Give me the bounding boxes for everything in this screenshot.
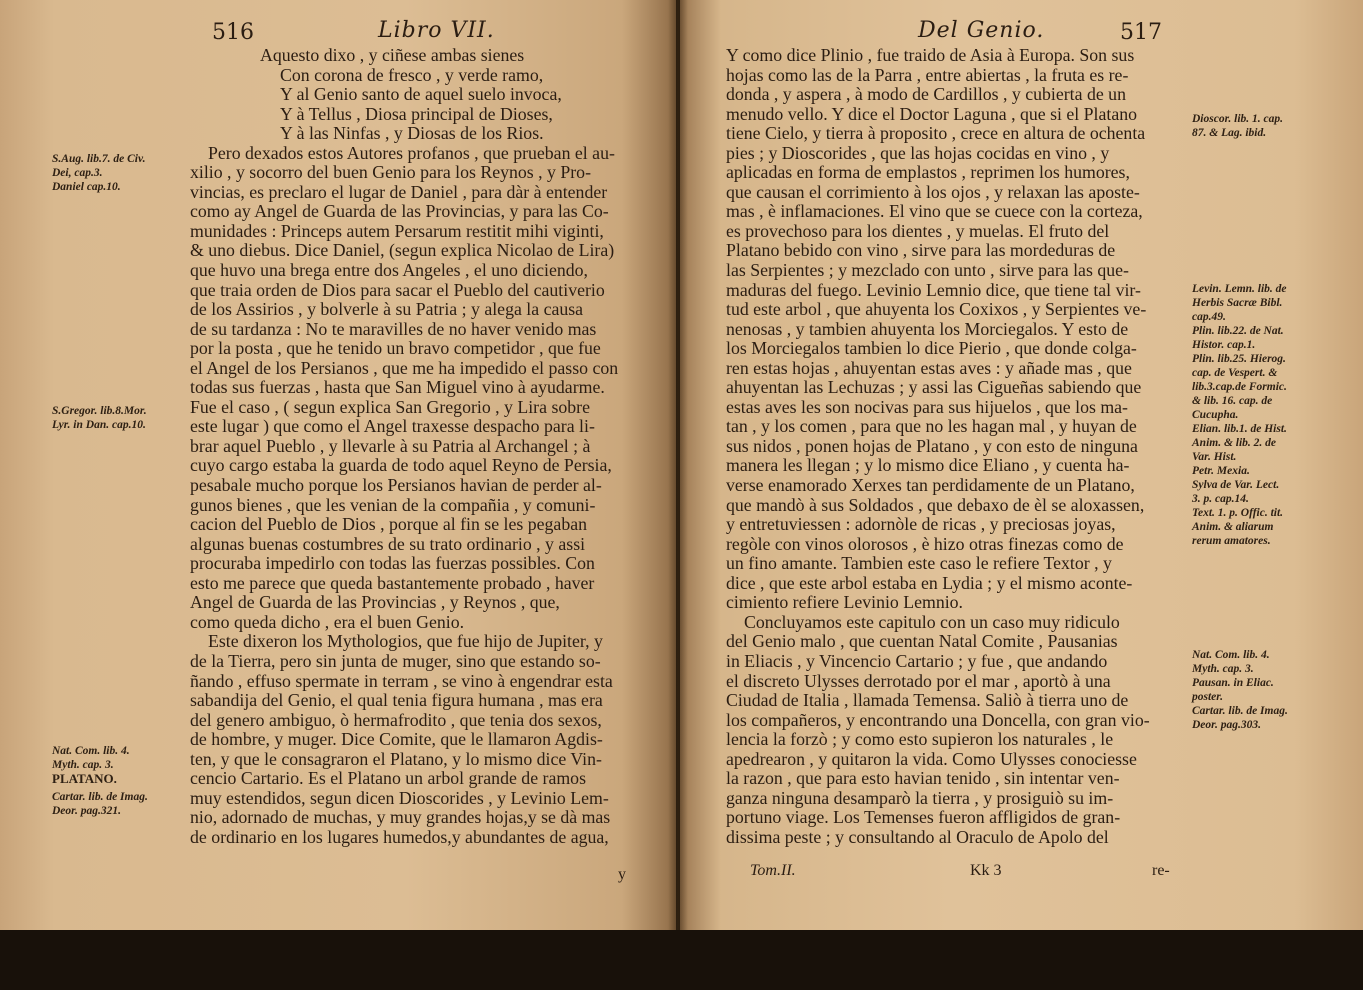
text-line: de la Tierra, pero sin junta de muger, sino que estando so- (190, 651, 601, 671)
text-line: de los Assirios , y bolverle à su Patria ; y alega la causa (190, 300, 584, 320)
text-line: como queda dicho , era el buen Genio. (190, 612, 465, 632)
text-line: nenosas , y tambien ahuyenta los Morciegalos. Y esto de (726, 319, 1129, 339)
margin-note-line: lib.3.cap.de Formic. (1192, 381, 1287, 393)
text-line: de ordinario en los lugares humedos,y abundantes de agua, (190, 827, 609, 847)
text-line: las Serpientes ; y mezclado con unto , sirve para las que- (726, 261, 1129, 281)
text-line: portuno viage. Los Temenses fueron affligidos de gran- (726, 808, 1121, 828)
text-line: del Genio malo , que cuentan Natal Comite , Pausanias (726, 632, 1118, 652)
text-line: nio, adornado de muchas, y muy grandes hojas,y se dà mas (190, 808, 611, 828)
margin-note-line: poster. (1192, 691, 1223, 703)
margin-note-line: Petr. Mexia. (1192, 465, 1250, 477)
text-line: los compañeros, y encontrando una Doncella, con gran vio- (726, 710, 1150, 730)
margin-note-line: cap. de Vespert. & (1192, 367, 1278, 379)
margin-note-line: Cartar. lib. de Imag. (1192, 705, 1288, 717)
margin-note-line: Plin. lib.25. Hierog. (1192, 353, 1286, 365)
margin-note-line: Plin. lib.22. de Nat. (1192, 325, 1284, 337)
margin-heading-platano: PLATANO. (52, 771, 117, 786)
text-line: ahuyentan las Lechuzas ; y assi las Cigueñas sabiendo que (726, 378, 1142, 398)
text-line: como ay Angel de Guarda de las Provincias, y para las Co- (190, 202, 609, 222)
margin-note-dioscor (1192, 112, 1283, 140)
text-line: Este dixeron los Mythologios, que fue hijo de Jupiter, y (208, 632, 603, 652)
margin-note-line: Myth. cap. 3. (52, 759, 114, 771)
volume-footer: Tom.II. (750, 862, 796, 879)
text-line: dice , que este arbol estaba en Lydia ; y el mismo aconte- (726, 573, 1133, 593)
margin-note-line: Anim. & lib. 2. de (1192, 437, 1277, 449)
margin-note-cartar (52, 790, 148, 818)
text-line: que mandò à sus Soldados , que debaxo de èl se aloxassen, (726, 495, 1145, 515)
text-line: Angel de Guarda de las Provincias , y Reynos , que, (190, 593, 560, 613)
text-line: manera les llegan ; y lo mismo dice Eliano , y cuenta ha- (726, 456, 1130, 476)
margin-note-line: cap.49. (1192, 311, 1226, 323)
text-line: apedrearon , y quitaron la vida. Como Ulysses conociesse (726, 749, 1137, 769)
page-number-right: 517 (1120, 20, 1162, 45)
text-line: Con corona de fresco , y verde ramo, (280, 65, 544, 85)
text-line: Aquesto dixo , y ciñese ambas sienes (260, 46, 525, 65)
text-line: tud este arbol , que ahuyenta los Coxixos , y Serpientes ve- (726, 300, 1147, 320)
text-line: el Angel de los Persianos , que me ha impedido el passo con (190, 358, 619, 378)
text-line: dissima peste ; y consultando al Oraculo de Apolo del (726, 827, 1109, 847)
text-line: brar aquel Pueblo , y llevarle à su Patria al Archangel ; à (190, 436, 591, 456)
text-line: Fue el caso , ( segun explica San Gregorio , y Lira sobre (190, 397, 590, 417)
text-line: cuyo cargo estaba la guarda de todo aquel Reyno de Persia, (190, 456, 612, 476)
margin-note-line: Levin. Lemn. lib. de (1192, 283, 1287, 295)
text-line: Platano bebido con vino , sirve para las mordeduras de (726, 241, 1116, 261)
text-line: aplicadas en forma de emplastos , reprimen los humores, (726, 163, 1130, 183)
margin-note-line: Var. Hist. (1192, 451, 1237, 463)
text-line: del genero ambiguo, ò hermafrodito , que tenia dos sexos, (190, 710, 602, 730)
left-page (0, 0, 676, 930)
text-line: muy estendidos, segun dicen Dioscorides , y Levinio Lem- (190, 788, 609, 808)
margin-note-line: Text. 1. p. Offic. tit. (1192, 507, 1284, 519)
text-line: que huvo una brega entre dos Angeles , el uno diciendo, (190, 261, 588, 281)
text-line: todas sus fuerzas , hasta que San Miguel vino à ayudarme. (190, 378, 605, 398)
margin-note-line: rerum amatores. (1192, 535, 1271, 547)
margin-note-line: Daniel cap.10. (52, 181, 121, 193)
text-line: lencia la forzò ; y como esto supieron los naturales , le (726, 730, 1114, 750)
margin-note-line: 3. p. cap.14. (1192, 493, 1249, 505)
text-line: vincias, es preclaro el lugar de Daniel , para dàr à entender (190, 182, 608, 202)
margin-note-line: Deor. pag.321. (52, 805, 121, 817)
margin-note-line: Dei, cap.3. (52, 167, 103, 179)
text-line: procuraba impedirlo con todas las fuerzas possibles. Con (190, 554, 595, 574)
page-number-left: 516 (212, 20, 254, 45)
margin-note-line: Dioscor. lib. 1. cap. (1192, 113, 1284, 125)
text-line: ganza ninguna desamparò la tierra , y prosiguiò su im- (726, 788, 1114, 808)
text-line: es provechoso para los dientes , y muelas. El fruto del (726, 221, 1110, 241)
book-gutter (668, 0, 688, 930)
text-line: de su tardanza : No te maravilles de no haver venido mas (190, 319, 597, 339)
margin-note-line: Histor. cap.1. (1192, 339, 1256, 351)
text-line: sabandija del Genio, el qual tenia figura humana , mas era (190, 691, 603, 711)
catchword-left: y (618, 866, 626, 883)
margin-note-line: Herbis Sacræ Bibl. (1192, 297, 1283, 309)
text-line: que traia orden de Dios para sacar el Pueblo del cautiverio (190, 280, 605, 300)
text-line: de hombre, y muger. Dice Comite, que le llamaron Agdis- (190, 730, 603, 750)
text-line: el discreto Ulysses derrotado por el mar , aportò à una (726, 671, 1111, 691)
text-line: un fino amante. Tambien este caso le refiere Textor , y (726, 554, 1112, 574)
margin-note-natcom (52, 744, 130, 772)
text-line: cacion del Pueblo de Dios , porque al fin se les pegaban (190, 515, 587, 535)
background-surface (0, 930, 1363, 990)
text-line: Y à las Ninfas , y Diosas de los Rios. (280, 124, 544, 144)
text-line: tan , y los comen , para que no les hagan mal , y huyan de (726, 417, 1137, 437)
text-line: mas , è inflamaciones. El vino que se cuece con la corteza, (726, 202, 1143, 222)
right-page-text (726, 46, 1188, 847)
text-line: la razon , que para esto havian tenido , sin intentar ven- (726, 769, 1120, 789)
text-line: ten, y que le consagraron el Platano, y lo mismo dice Vin- (190, 749, 602, 769)
text-line: sus nidos , ponen hojas de Platano , y con esto de ninguna (726, 436, 1138, 456)
text-line: cencio Cartario. Es el Platano un arbol grande de ramos (190, 769, 586, 789)
margin-note-aug (52, 152, 146, 194)
margin-note-line: Pausan. in Eliac. (1192, 677, 1274, 689)
margin-note-line: Nat. Com. lib. 4. (1192, 649, 1270, 661)
text-line: in Eliacis , y Vincencio Cartario ; y fue , que andando (726, 651, 1108, 671)
running-head-left: Libro VII. (378, 18, 495, 43)
text-line: Y à Tellus , Diosa principal de Dioses, (280, 104, 553, 124)
margin-note-levin (1192, 282, 1287, 548)
margin-note-line: Deor. pag.303. (1192, 719, 1261, 731)
margin-note-gregor (52, 404, 147, 432)
margin-note-line: Lyr. in Dan. cap.10. (52, 419, 146, 431)
text-line: esto me parece que queda bastantemente probado , haver (190, 573, 595, 593)
margin-note-line: S.Aug. lib.7. de Civ. (52, 153, 146, 165)
margin-note-line: S.Gregor. lib.8.Mor. (52, 405, 147, 417)
text-line: los Morciegalos tambien lo dice Pierio , que donde colga- (726, 339, 1137, 359)
margin-note-line: Anim. & aliarum (1192, 521, 1274, 533)
margin-note-line: Cartar. lib. de Imag. (52, 791, 148, 803)
text-line: cimiento refiere Levinio Lemnio. (726, 593, 963, 613)
text-line: Ciudad de Italia , llamada Temensa. Saliò à tierra uno de (726, 691, 1129, 711)
text-line: ren estas hojas , ahuyentan estas aves : y añade mas , que (726, 358, 1132, 378)
text-line: Pero dexados estos Autores profanos , que prueban el au- (208, 143, 615, 163)
text-line: este lugar ) que como el Angel traxesse despacho para li- (190, 417, 595, 437)
text-line: Concluyamos este capitulo con un caso muy ridiculo (744, 612, 1120, 632)
text-line: y entretuviessen : adornòle de ricas , y preciosas joyas, (726, 515, 1116, 535)
text-line: maduras del fuego. Levinio Lemnio dice, que tiene tal vir- (726, 280, 1141, 300)
text-line: ñando , effuso spermate in terram , se vino à engendrar esta (190, 671, 613, 691)
margin-note-natcom-right (1192, 648, 1288, 732)
right-page (680, 0, 1363, 930)
text-line: tiene Cielo, y tierra à proposito , crece en altura de ochenta (726, 124, 1146, 144)
margin-note-line: Sylva de Var. Lect. (1192, 479, 1280, 491)
text-line: pies ; y Dioscorides , que las hojas cocidas en vino , y (726, 143, 1110, 163)
margin-note-line: Nat. Com. lib. 4. (52, 745, 130, 757)
text-line: menudo vello. Y dice el Doctor Laguna , que si el Platano (726, 104, 1137, 124)
left-page-text (190, 46, 650, 847)
text-line: Y como dice Plinio , fue traido de Asia à Europa. Son sus (726, 46, 1135, 65)
margin-note-line: 87. & Lag. ibid. (1192, 127, 1267, 139)
text-line: Y al Genio santo de aquel suelo invoca, (280, 85, 562, 105)
margin-note-line: Myth. cap. 3. (1192, 663, 1254, 675)
text-line: gunos bienes , que les venian de la compañia , y comuni- (190, 495, 596, 515)
text-line: & uno diebus. Dice Daniel, (segun explica Nicolao de Lira) (190, 241, 615, 261)
text-line: pesabale mucho porque los Persianos havian de perder al- (190, 476, 602, 496)
margin-note-line: Cucupha. (1192, 409, 1239, 421)
catchword-right: re- (1152, 862, 1170, 879)
text-line: munidades : Princeps autem Persarum restitit mihi viginti, (190, 221, 604, 241)
text-line: que causan el corrimiento à los ojos , y relaxan las aposte- (726, 182, 1140, 202)
text-line: algunas buenas costumbres de su trato ordinario , y assi (190, 534, 586, 554)
text-line: verse enamorado Xerxes tan perdidamente de un Platano, (726, 476, 1135, 496)
text-line: xilio , y socorro del buen Genio para los Reynos , y Pro- (190, 163, 591, 183)
signature-mark: Kk 3 (970, 862, 1002, 879)
text-line: donda , y aspera , à modo de Cardillos , y cubierta de un (726, 85, 1126, 105)
text-line: hojas como las de la Parra , entre abiertas , la fruta es re- (726, 65, 1129, 85)
running-head-right: Del Genio. (918, 18, 1045, 43)
text-line: por la posta , que he tenido un bravo competidor , que fue (190, 339, 601, 359)
text-line: estas aves les son nocivas para sus hijuelos , que los ma- (726, 397, 1128, 417)
margin-note-line: & lib. 16. cap. de (1192, 395, 1273, 407)
text-line: regòle con vinos olorosos , è hizo otras finezas como de (726, 534, 1124, 554)
margin-note-line: Elian. lib.1. de Hist. (1192, 423, 1287, 435)
